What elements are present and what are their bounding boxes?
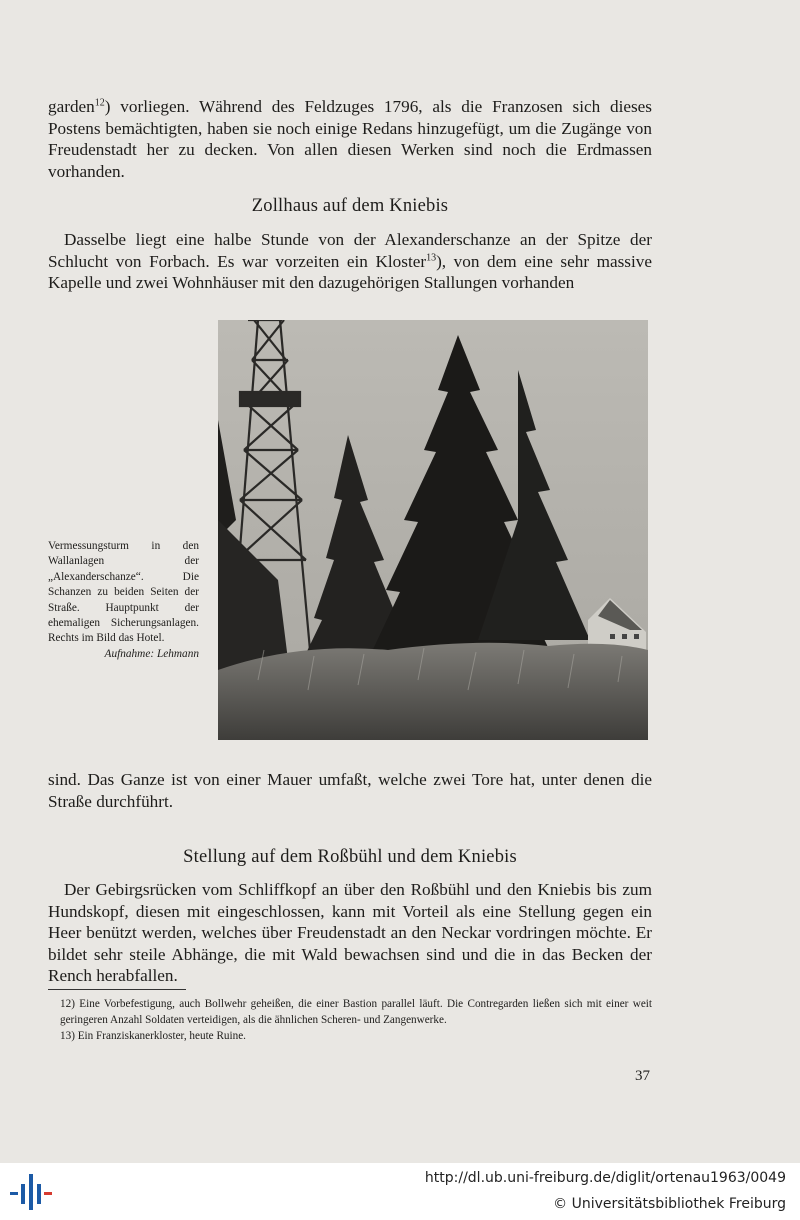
zollhaus-paragraph-continued: sind. Das Ganze ist von einer Mauer umfaßt, welche zwei Tore hat, unter denen die Straße durchführt. [48,770,652,811]
intro-paragraph: garden$^{12}$) vorliegen. Während des Feldzuges 1796, als die Franzosen sich dieses Postens bemächtigten, haben sie noch einige Redans hinzugefügt, um die Zugänge von Freudenstadt her zu decken. Von allen diesen Werken sind noch die Erdmassen vorhanden. [48,97,652,181]
ub-freiburg-logo-icon[interactable] [10,1172,52,1212]
footnote-ref-12[interactable]: 12 [94,97,105,109]
source-url-link[interactable]: http://dl.ub.uni-freiburg.de/diglit/ortenau1963/0049 [424,1170,786,1186]
photo-illustration [218,320,648,740]
footnote-12: 12) Eine Vorbefestigung, auch Bollwehr geheißen, die einer Bastion parallel läuft. Die Contregarden ließen sich mit einer weit geringeren Anzahl Soldaten verteidigen, als die ähnlichen Scheren- und Zangenwerke. [60,998,653,1026]
photo-credit: Aufnahme: Lehmann [104,647,199,660]
photo-caption [48,539,199,662]
footnotes [48,996,652,1044]
photo-survey-tower [218,320,648,740]
footnote-13: 13) Ein Franziskanerkloster, heute Ruine. [60,1030,246,1042]
grass-meadow [218,643,648,740]
caption-text: Vermessungsturm in den Wallanlagen der „Alexanderschanze“. Die Schanzen zu beiden Seiten der Straße. Hauptpunkt der ehemaligen Sicherungsanlagen. Rechts im Bild das Hotel. [48,540,199,645]
section-heading-zollhaus: Zollhaus auf dem Kniebis [251,196,449,216]
copyright-notice: © Universitätsbibliothek Freiburg [553,1196,786,1212]
footnote-separator [48,989,186,990]
footnote-ref-13[interactable]: 13 [426,251,437,263]
rossbuehl-paragraph: Der Gebirgsrücken vom Schliffkopf an über den Roßbühl und den Kniebis bis zum Hundskopf, diesen mit eingeschlossen, kann mit Vorteil als eine Stellung gegen ein Heer benützt werden, welches über Freudenstadt an den Neckar vordringen möchte. Er bildet sehr steile Abhänge, die mit Wald bewachsen sind und die in das Becken der Rench herabfallen. [48,880,652,985]
zollhaus-paragraph: Dasselbe liegt eine halbe Stunde von der Alexanderschanze an der Spitze der Schlucht von Forbach. Es war vorzeiten ein Kloster$^{13}$), von dem eine sehr massive Kapelle und zwei Wohnhäuser mit den dazugehörigen Stallungen vorhanden [48,230,652,292]
section-heading-rossbuehl: Stellung auf dem Roßbühl und dem Kniebis [183,847,517,867]
page-number: 37 [635,1068,650,1084]
